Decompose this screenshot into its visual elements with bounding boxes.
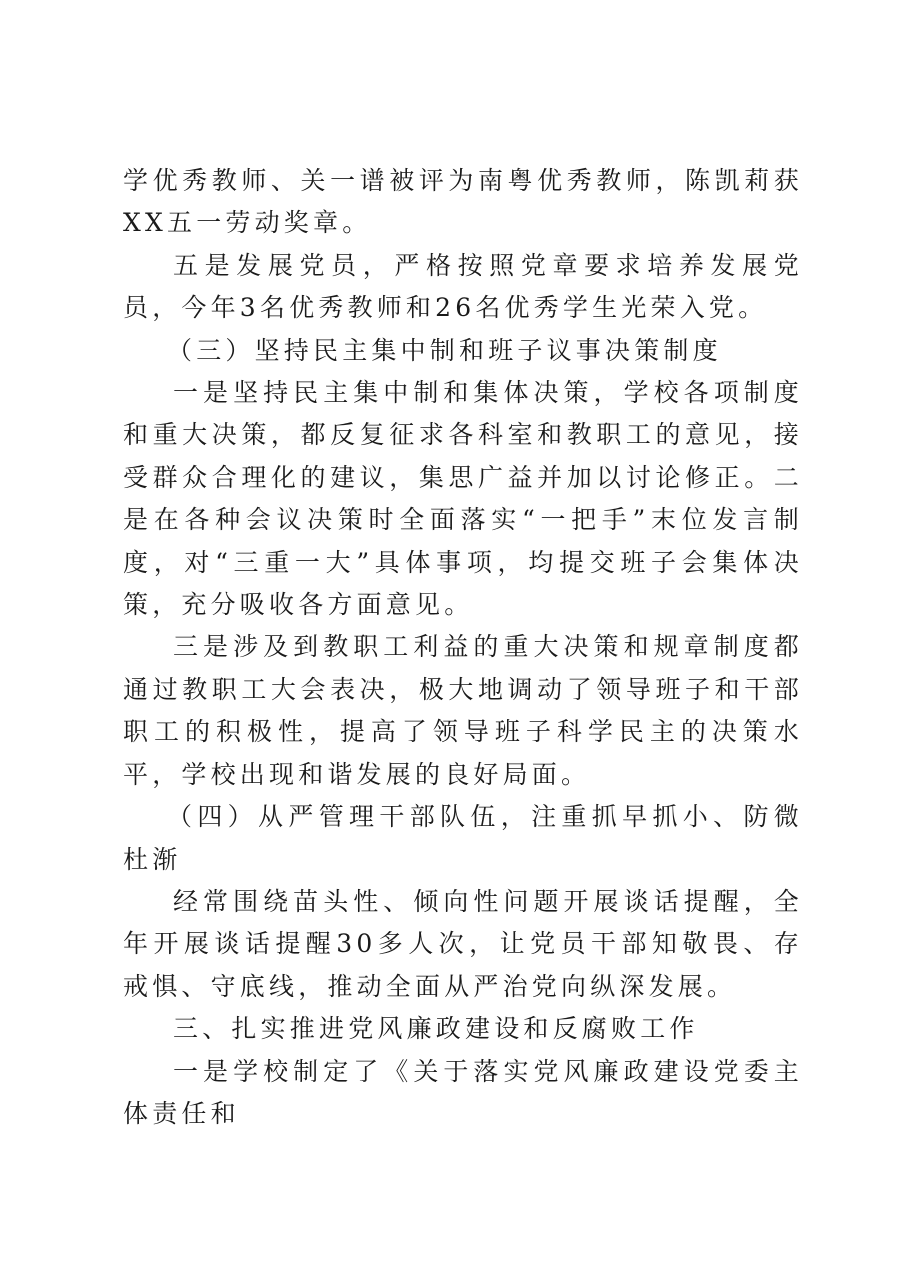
- paragraph-reminder-talks: 经常围绕苗头性、倾向性问题开展谈话提醒，全年开展谈话提醒30多人次，让党员干部知敬畏、存戒惧、守底线，推动全面从严治党向纵深发展。: [123, 886, 803, 1001]
- document-body: [123, 160, 803, 1135]
- paragraph-regulation-start: 一是学校制定了《关于落实党风廉政建设党委主体责任和: [123, 1056, 803, 1128]
- section-heading-3: （三）坚持民主集中制和班子议事决策制度: [167, 335, 722, 365]
- paragraph-awards-continued: 学优秀教师、关一谱被评为南粤优秀教师，陈凯莉获XX五一劳动奖章。: [123, 166, 803, 238]
- section-heading-three: 三、扎实推进党风廉政建设和反腐败工作: [173, 1014, 699, 1044]
- paragraph-party-development: 五是发展党员，严格按照党章要求培养发展党员，今年3名优秀教师和26名优秀学生光荣入党。: [123, 250, 803, 323]
- paragraph-democratic-centralism: 一是坚持民主集中制和集体决策，学校各项制度和重大决策，都反复征求各科室和教职工的意见，接受群众合理化的建议，集思广益并加以讨论修正。二是在各种会议决策时全面落实“一把手”末位发言制度，对“三重一大”具体事项，均提交班子会集体决策，充分吸收各方面意见。: [123, 378, 803, 620]
- paragraph-staff-congress: 三是涉及到教职工利益的重大决策和规章制度都通过教职工大会表决，极大地调动了领导班子和干部职工的积极性，提高了领导班子科学民主的决策水平，学校出现和谐发展的良好局面。: [123, 632, 803, 789]
- section-heading-4: （四）从严管理干部队伍，注重抓早抓小、防微杜渐: [123, 802, 803, 874]
